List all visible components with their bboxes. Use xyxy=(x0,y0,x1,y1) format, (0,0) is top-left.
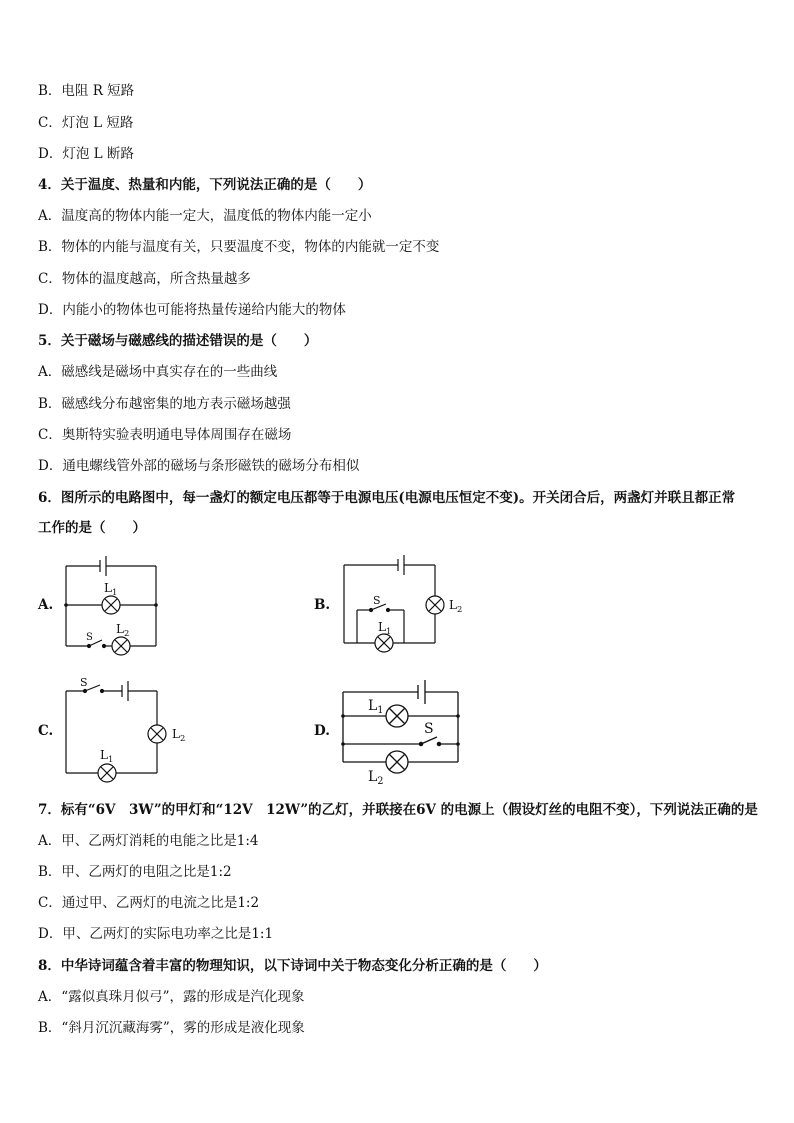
circuit-c-l2-label: $L_2$ xyxy=(172,727,186,743)
q4-option-d: D．内能小的物体也可能将热量传递给内能大的物体 xyxy=(38,302,346,318)
q7-option-d: D．甲、乙两灯的实际电功率之比是1:1 xyxy=(38,926,274,942)
q3-option-c: C．灯泡 L 短路 xyxy=(38,115,134,131)
q5-option-a: A．磁感线是磁场中真实存在的一些曲线 xyxy=(38,364,278,380)
q6-stem-line2: 工作的是（ ） xyxy=(38,520,146,536)
q8-option-b: B．“斜月沉沉藏海雾”，雾的形成是液化现象 xyxy=(38,1020,305,1036)
q7-option-a: A．甲、乙两灯消耗的电能之比是1:4 xyxy=(38,833,259,849)
q6-option-d-label: D. xyxy=(314,723,330,739)
circuit-d-l1-label: $L_1$ xyxy=(368,698,384,716)
q5-option-b: B．磁感线分布越密集的地方表示磁场越强 xyxy=(38,396,291,412)
q5-option-d: D．通电螺线管外部的磁场与条形磁铁的磁场分布相似 xyxy=(38,458,360,474)
q5-option-c: C．奥斯特实验表明通电导体周围存在磁场 xyxy=(38,427,292,443)
circuit-b-s-label: S xyxy=(373,594,381,607)
q8-option-a: A．“露似真珠月似弓”，露的形成是汽化现象 xyxy=(38,989,305,1005)
q6-option-a-label: A. xyxy=(38,597,54,613)
q3-option-d: D．灯泡 L 断路 xyxy=(38,146,134,162)
q7-stem: 7．标有“6V 3W”的甲灯和“12V 12W”的乙灯，并联接在6V 的电源上（假设灯丝的电阻不变），下列说法正确的是 xyxy=(38,802,758,818)
circuit-c-l1-label: $L_1$ xyxy=(100,748,114,764)
q4-option-b: B．物体的内能与温度有关，只要温度不变，物体的内能就一定不变 xyxy=(38,239,440,255)
q6-stem-line1: 6．图所示的电路图中，每一盏灯的额定电压都等于电源电压(电源电压恒定不变)。开关闭合后，两盏灯并联且都正常 xyxy=(38,490,736,506)
q4-stem: 4．关于温度、热量和内能，下列说法正确的是（ ） xyxy=(38,177,372,193)
q4-option-a: A．温度高的物体内能一定大，温度低的物体内能一定小 xyxy=(38,208,372,224)
q7-option-b: B．甲、乙两灯的电阻之比是1:2 xyxy=(38,864,232,880)
circuit-a-l1-label: $L_1$ xyxy=(104,581,118,597)
circuit-c-s-label: S xyxy=(80,676,88,689)
circuit-d-s-label: S xyxy=(424,721,434,737)
circuit-a-l2-label: $L_2$ xyxy=(116,622,130,638)
circuit-a-s-label: S xyxy=(86,632,93,643)
q3-option-b: B．电阻 R 短路 xyxy=(38,83,135,99)
q4-option-c: C．物体的温度越高，所含热量越多 xyxy=(38,271,251,287)
circuit-b-l1-label: $L_1$ xyxy=(378,620,392,636)
q5-stem: 5．关于磁场与磁感线的描述错误的是（ ） xyxy=(38,333,318,349)
q8-stem: 8．中华诗词蕴含着丰富的物理知识，以下诗词中关于物态变化分析正确的是（ ） xyxy=(38,958,547,974)
q6-option-c-label: C. xyxy=(38,723,54,739)
q7-option-c: C．通过甲、乙两灯的电流之比是1:2 xyxy=(38,895,260,911)
circuit-d-l2-label: $L_2$ xyxy=(368,769,384,787)
q6-option-b-label: B. xyxy=(314,597,331,613)
circuit-b-l2-label: $L_2$ xyxy=(449,598,463,614)
